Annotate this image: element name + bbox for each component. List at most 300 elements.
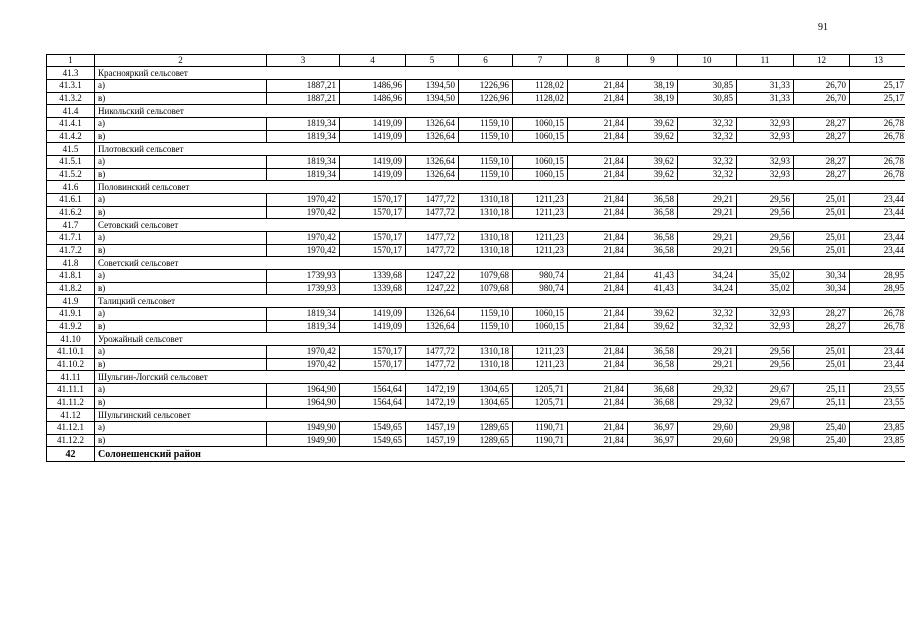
row-value: 1570,17 xyxy=(340,206,406,219)
row-value: 1477,72 xyxy=(406,244,459,257)
row-value: 1564,64 xyxy=(340,396,406,409)
row-value: 1477,72 xyxy=(406,232,459,245)
section-row xyxy=(47,219,905,232)
row-value: 1564,64 xyxy=(340,384,406,397)
table-row xyxy=(47,308,905,321)
row-value: 32,93 xyxy=(737,118,794,131)
row-value: 38,19 xyxy=(628,80,678,93)
row-value: 23,44 xyxy=(850,232,905,245)
row-value: 1326,64 xyxy=(406,156,459,169)
row-value: 30,34 xyxy=(794,282,850,295)
row-value: 29,21 xyxy=(678,206,737,219)
row-value: 1570,17 xyxy=(340,244,406,257)
row-value: 1819,34 xyxy=(267,308,340,321)
row-value: 1472,19 xyxy=(406,396,459,409)
row-value: 1211,23 xyxy=(513,232,568,245)
row-code: 41.12.2 xyxy=(47,434,95,447)
row-value: 23,44 xyxy=(850,244,905,257)
row-code: 41.3.2 xyxy=(47,92,95,105)
table-row xyxy=(47,168,905,181)
table-row xyxy=(47,118,905,131)
section-code: 41.8 xyxy=(47,257,95,270)
section-code: 41.4 xyxy=(47,105,95,118)
row-label: а) xyxy=(95,308,267,321)
row-value: 1211,23 xyxy=(513,346,568,359)
row-value: 1394,50 xyxy=(406,80,459,93)
row-value: 32,32 xyxy=(678,308,737,321)
row-value: 38,19 xyxy=(628,92,678,105)
row-value: 1419,09 xyxy=(340,168,406,181)
row-value: 1190,71 xyxy=(513,434,568,447)
section-name: Никольский сельсовет xyxy=(95,105,905,118)
row-value: 1247,22 xyxy=(406,282,459,295)
row-value: 1819,34 xyxy=(267,320,340,333)
table-row xyxy=(47,232,905,245)
row-label: а) xyxy=(95,384,267,397)
section-row xyxy=(47,105,905,118)
row-value: 21,84 xyxy=(568,384,628,397)
row-value: 29,32 xyxy=(678,384,737,397)
row-value: 36,58 xyxy=(628,244,678,257)
row-value: 1819,34 xyxy=(267,168,340,181)
row-value: 21,84 xyxy=(568,358,628,371)
row-value: 32,93 xyxy=(737,168,794,181)
row-value: 1310,18 xyxy=(459,232,513,245)
district-name: Солонешенский район xyxy=(95,447,905,462)
row-value: 32,32 xyxy=(678,130,737,143)
row-value: 32,32 xyxy=(678,320,737,333)
row-value: 29,56 xyxy=(737,244,794,257)
row-value: 1159,10 xyxy=(459,130,513,143)
row-value: 25,01 xyxy=(794,232,850,245)
row-value: 1310,18 xyxy=(459,194,513,207)
section-row xyxy=(47,257,905,270)
row-value: 1819,34 xyxy=(267,130,340,143)
row-value: 1159,10 xyxy=(459,308,513,321)
row-value: 39,62 xyxy=(628,168,678,181)
row-value: 29,56 xyxy=(737,194,794,207)
row-value: 39,62 xyxy=(628,308,678,321)
row-code: 41.8.1 xyxy=(47,270,95,283)
column-header-11: 11 xyxy=(737,55,794,67)
column-header-13: 13 xyxy=(850,55,905,67)
row-label: а) xyxy=(95,80,267,93)
table-row xyxy=(47,396,905,409)
row-value: 1477,72 xyxy=(406,358,459,371)
row-value: 21,84 xyxy=(568,346,628,359)
row-value: 21,84 xyxy=(568,232,628,245)
row-value: 1190,71 xyxy=(513,422,568,435)
section-name: Плотовский сельсовет xyxy=(95,143,905,156)
row-value: 29,21 xyxy=(678,358,737,371)
row-value: 36,97 xyxy=(628,422,678,435)
row-value: 29,67 xyxy=(737,384,794,397)
row-value: 26,70 xyxy=(794,92,850,105)
column-header-3: 3 xyxy=(267,55,340,67)
row-value: 36,58 xyxy=(628,358,678,371)
row-value: 1819,34 xyxy=(267,156,340,169)
row-value: 1549,65 xyxy=(340,434,406,447)
row-value: 28,27 xyxy=(794,308,850,321)
section-code: 41.9 xyxy=(47,295,95,308)
row-value: 28,95 xyxy=(850,270,905,283)
section-code: 41.7 xyxy=(47,219,95,232)
row-code: 41.6.2 xyxy=(47,206,95,219)
row-label: в) xyxy=(95,434,267,447)
row-value: 980,74 xyxy=(513,270,568,283)
row-value: 21,84 xyxy=(568,270,628,283)
row-value: 30,34 xyxy=(794,270,850,283)
row-value: 1394,50 xyxy=(406,92,459,105)
row-value: 26,70 xyxy=(794,80,850,93)
row-value: 28,27 xyxy=(794,320,850,333)
row-value: 1339,68 xyxy=(340,270,406,283)
row-code: 41.9.1 xyxy=(47,308,95,321)
row-value: 1159,10 xyxy=(459,320,513,333)
section-name: Сетовский сельсовет xyxy=(95,219,905,232)
row-value: 31,33 xyxy=(737,80,794,93)
row-value: 1060,15 xyxy=(513,156,568,169)
row-value: 28,27 xyxy=(794,130,850,143)
row-value: 1970,42 xyxy=(267,244,340,257)
row-value: 1205,71 xyxy=(513,384,568,397)
row-value: 1486,96 xyxy=(340,80,406,93)
row-value: 21,84 xyxy=(568,434,628,447)
row-value: 1304,65 xyxy=(459,384,513,397)
column-header-12: 12 xyxy=(794,55,850,67)
row-value: 1211,23 xyxy=(513,194,568,207)
row-value: 1457,19 xyxy=(406,422,459,435)
row-value: 1159,10 xyxy=(459,118,513,131)
row-value: 36,58 xyxy=(628,346,678,359)
row-code: 41.6.1 xyxy=(47,194,95,207)
row-value: 1079,68 xyxy=(459,270,513,283)
row-value: 1570,17 xyxy=(340,358,406,371)
district-row xyxy=(47,447,905,462)
row-value: 1739,93 xyxy=(267,270,340,283)
row-value: 1310,18 xyxy=(459,206,513,219)
column-header-4: 4 xyxy=(340,55,406,67)
row-value: 1970,42 xyxy=(267,206,340,219)
row-value: 29,98 xyxy=(737,422,794,435)
row-value: 26,78 xyxy=(850,308,905,321)
row-value: 1128,02 xyxy=(513,80,568,93)
row-label: в) xyxy=(95,130,267,143)
page-number: 91 xyxy=(818,22,828,33)
row-label: в) xyxy=(95,206,267,219)
row-value: 29,21 xyxy=(678,232,737,245)
row-code: 41.5.1 xyxy=(47,156,95,169)
row-code: 41.9.2 xyxy=(47,320,95,333)
row-value: 29,60 xyxy=(678,434,737,447)
table-row xyxy=(47,358,905,371)
column-header-10: 10 xyxy=(678,55,737,67)
column-header-7: 7 xyxy=(513,55,568,67)
section-row xyxy=(47,181,905,194)
row-code: 41.10.1 xyxy=(47,346,95,359)
row-code: 41.3.1 xyxy=(47,80,95,93)
row-value: 25,17 xyxy=(850,92,905,105)
row-value: 1570,17 xyxy=(340,232,406,245)
row-value: 1819,34 xyxy=(267,118,340,131)
row-value: 39,62 xyxy=(628,320,678,333)
row-label: а) xyxy=(95,346,267,359)
row-value: 1226,96 xyxy=(459,92,513,105)
row-value: 1457,19 xyxy=(406,434,459,447)
section-row xyxy=(47,67,905,80)
row-value: 1970,42 xyxy=(267,194,340,207)
table-body xyxy=(47,67,905,462)
table-row xyxy=(47,434,905,447)
row-value: 21,84 xyxy=(568,206,628,219)
row-value: 21,84 xyxy=(568,80,628,93)
row-value: 1887,21 xyxy=(267,92,340,105)
column-header-5: 5 xyxy=(406,55,459,67)
tariff-table xyxy=(46,54,905,462)
row-value: 39,62 xyxy=(628,156,678,169)
row-value: 1570,17 xyxy=(340,194,406,207)
row-value: 23,85 xyxy=(850,422,905,435)
row-value: 29,56 xyxy=(737,206,794,219)
row-value: 21,84 xyxy=(568,244,628,257)
row-value: 25,01 xyxy=(794,346,850,359)
table-row xyxy=(47,244,905,257)
section-row xyxy=(47,371,905,384)
row-value: 29,56 xyxy=(737,232,794,245)
row-value: 1060,15 xyxy=(513,168,568,181)
row-value: 23,44 xyxy=(850,346,905,359)
row-value: 26,78 xyxy=(850,130,905,143)
row-value: 36,58 xyxy=(628,232,678,245)
table-row xyxy=(47,80,905,93)
row-value: 21,84 xyxy=(568,396,628,409)
row-value: 1128,02 xyxy=(513,92,568,105)
row-value: 36,97 xyxy=(628,434,678,447)
row-value: 32,32 xyxy=(678,168,737,181)
row-value: 980,74 xyxy=(513,282,568,295)
row-value: 21,84 xyxy=(568,92,628,105)
section-code: 41.6 xyxy=(47,181,95,194)
section-row xyxy=(47,333,905,346)
row-value: 29,21 xyxy=(678,346,737,359)
row-value: 25,01 xyxy=(794,206,850,219)
row-label: в) xyxy=(95,92,267,105)
row-value: 32,93 xyxy=(737,308,794,321)
row-value: 1970,42 xyxy=(267,232,340,245)
row-value: 23,85 xyxy=(850,434,905,447)
row-value: 34,24 xyxy=(678,282,737,295)
row-value: 1419,09 xyxy=(340,320,406,333)
row-label: а) xyxy=(95,156,267,169)
row-value: 21,84 xyxy=(568,194,628,207)
row-value: 23,44 xyxy=(850,194,905,207)
table-row xyxy=(47,384,905,397)
row-value: 1289,65 xyxy=(459,434,513,447)
section-code: 41.11 xyxy=(47,371,95,384)
section-row xyxy=(47,295,905,308)
row-value: 29,21 xyxy=(678,194,737,207)
row-code: 41.10.2 xyxy=(47,358,95,371)
row-value: 1326,64 xyxy=(406,118,459,131)
row-value: 26,78 xyxy=(850,156,905,169)
row-value: 1247,22 xyxy=(406,270,459,283)
row-value: 1211,23 xyxy=(513,358,568,371)
row-value: 21,84 xyxy=(568,308,628,321)
row-value: 29,21 xyxy=(678,244,737,257)
row-value: 1079,68 xyxy=(459,282,513,295)
section-row xyxy=(47,409,905,422)
row-value: 34,24 xyxy=(678,270,737,283)
row-value: 1060,15 xyxy=(513,320,568,333)
row-label: в) xyxy=(95,320,267,333)
row-value: 1570,17 xyxy=(340,346,406,359)
row-value: 41,43 xyxy=(628,270,678,283)
row-value: 29,56 xyxy=(737,346,794,359)
row-value: 1310,18 xyxy=(459,244,513,257)
row-label: в) xyxy=(95,282,267,295)
row-value: 1549,65 xyxy=(340,422,406,435)
column-header-9: 9 xyxy=(628,55,678,67)
row-value: 25,01 xyxy=(794,358,850,371)
row-value: 1226,96 xyxy=(459,80,513,93)
row-value: 25,17 xyxy=(850,80,905,93)
row-value: 1739,93 xyxy=(267,282,340,295)
row-value: 29,98 xyxy=(737,434,794,447)
row-value: 25,11 xyxy=(794,396,850,409)
row-label: а) xyxy=(95,232,267,245)
row-value: 29,56 xyxy=(737,358,794,371)
table-row xyxy=(47,194,905,207)
row-value: 1949,90 xyxy=(267,434,340,447)
row-value: 35,02 xyxy=(737,282,794,295)
row-value: 29,67 xyxy=(737,396,794,409)
row-value: 25,11 xyxy=(794,384,850,397)
row-label: а) xyxy=(95,118,267,131)
row-code: 41.7.1 xyxy=(47,232,95,245)
column-header-2: 2 xyxy=(95,55,267,67)
row-value: 1159,10 xyxy=(459,156,513,169)
row-value: 29,32 xyxy=(678,396,737,409)
row-value: 28,27 xyxy=(794,156,850,169)
table-row xyxy=(47,346,905,359)
row-value: 26,78 xyxy=(850,320,905,333)
row-value: 1970,42 xyxy=(267,346,340,359)
row-value: 1211,23 xyxy=(513,244,568,257)
row-value: 36,68 xyxy=(628,396,678,409)
row-value: 21,84 xyxy=(568,118,628,131)
column-header-1: 1 xyxy=(47,55,95,67)
row-value: 28,95 xyxy=(850,282,905,295)
row-value: 1419,09 xyxy=(340,156,406,169)
row-value: 32,32 xyxy=(678,156,737,169)
row-label: а) xyxy=(95,422,267,435)
column-header-8: 8 xyxy=(568,55,628,67)
row-value: 35,02 xyxy=(737,270,794,283)
row-value: 31,33 xyxy=(737,92,794,105)
section-row xyxy=(47,143,905,156)
row-value: 1419,09 xyxy=(340,308,406,321)
section-code: 41.12 xyxy=(47,409,95,422)
table-row xyxy=(47,206,905,219)
row-value: 1477,72 xyxy=(406,346,459,359)
row-value: 26,78 xyxy=(850,118,905,131)
row-value: 1211,23 xyxy=(513,206,568,219)
row-value: 1326,64 xyxy=(406,168,459,181)
row-value: 1887,21 xyxy=(267,80,340,93)
row-label: в) xyxy=(95,358,267,371)
row-value: 1304,65 xyxy=(459,396,513,409)
row-value: 1205,71 xyxy=(513,396,568,409)
section-code: 41.5 xyxy=(47,143,95,156)
row-label: а) xyxy=(95,194,267,207)
row-value: 21,84 xyxy=(568,320,628,333)
row-value: 1964,90 xyxy=(267,396,340,409)
section-name: Шульгинский сельсовет xyxy=(95,409,905,422)
row-value: 30,85 xyxy=(678,92,737,105)
table-row xyxy=(47,282,905,295)
row-value: 1970,42 xyxy=(267,358,340,371)
row-value: 29,60 xyxy=(678,422,737,435)
row-value: 1289,65 xyxy=(459,422,513,435)
row-value: 39,62 xyxy=(628,130,678,143)
row-value: 1486,96 xyxy=(340,92,406,105)
section-name: Шульгин-Логский сельсовет xyxy=(95,371,905,384)
row-code: 41.11.1 xyxy=(47,384,95,397)
row-value: 32,93 xyxy=(737,130,794,143)
section-name: Талицкий сельсовет xyxy=(95,295,905,308)
row-value: 26,78 xyxy=(850,168,905,181)
row-value: 1477,72 xyxy=(406,194,459,207)
row-value: 1060,15 xyxy=(513,130,568,143)
row-value: 36,58 xyxy=(628,194,678,207)
section-code: 41.3 xyxy=(47,67,95,80)
row-label: в) xyxy=(95,168,267,181)
row-value: 30,85 xyxy=(678,80,737,93)
row-value: 21,84 xyxy=(568,422,628,435)
row-value: 1964,90 xyxy=(267,384,340,397)
table-row xyxy=(47,156,905,169)
row-value: 32,93 xyxy=(737,320,794,333)
table-row xyxy=(47,270,905,283)
row-value: 21,84 xyxy=(568,130,628,143)
row-code: 41.12.1 xyxy=(47,422,95,435)
table-row xyxy=(47,422,905,435)
row-value: 28,27 xyxy=(794,168,850,181)
row-code: 41.7.2 xyxy=(47,244,95,257)
row-value: 32,32 xyxy=(678,118,737,131)
row-value: 25,01 xyxy=(794,194,850,207)
section-code: 41.10 xyxy=(47,333,95,346)
row-value: 25,40 xyxy=(794,434,850,447)
row-value: 1419,09 xyxy=(340,118,406,131)
row-value: 1326,64 xyxy=(406,320,459,333)
row-value: 1060,15 xyxy=(513,308,568,321)
section-name: Краснояркий сельсовет xyxy=(95,67,905,80)
row-code: 41.5.2 xyxy=(47,168,95,181)
row-code: 41.11.2 xyxy=(47,396,95,409)
table-row xyxy=(47,130,905,143)
row-code: 41.4.2 xyxy=(47,130,95,143)
row-value: 25,40 xyxy=(794,422,850,435)
row-value: 28,27 xyxy=(794,118,850,131)
row-value: 32,93 xyxy=(737,156,794,169)
row-value: 1310,18 xyxy=(459,346,513,359)
row-value: 21,84 xyxy=(568,282,628,295)
row-value: 1472,19 xyxy=(406,384,459,397)
row-value: 25,01 xyxy=(794,244,850,257)
row-value: 1339,68 xyxy=(340,282,406,295)
row-value: 1477,72 xyxy=(406,206,459,219)
